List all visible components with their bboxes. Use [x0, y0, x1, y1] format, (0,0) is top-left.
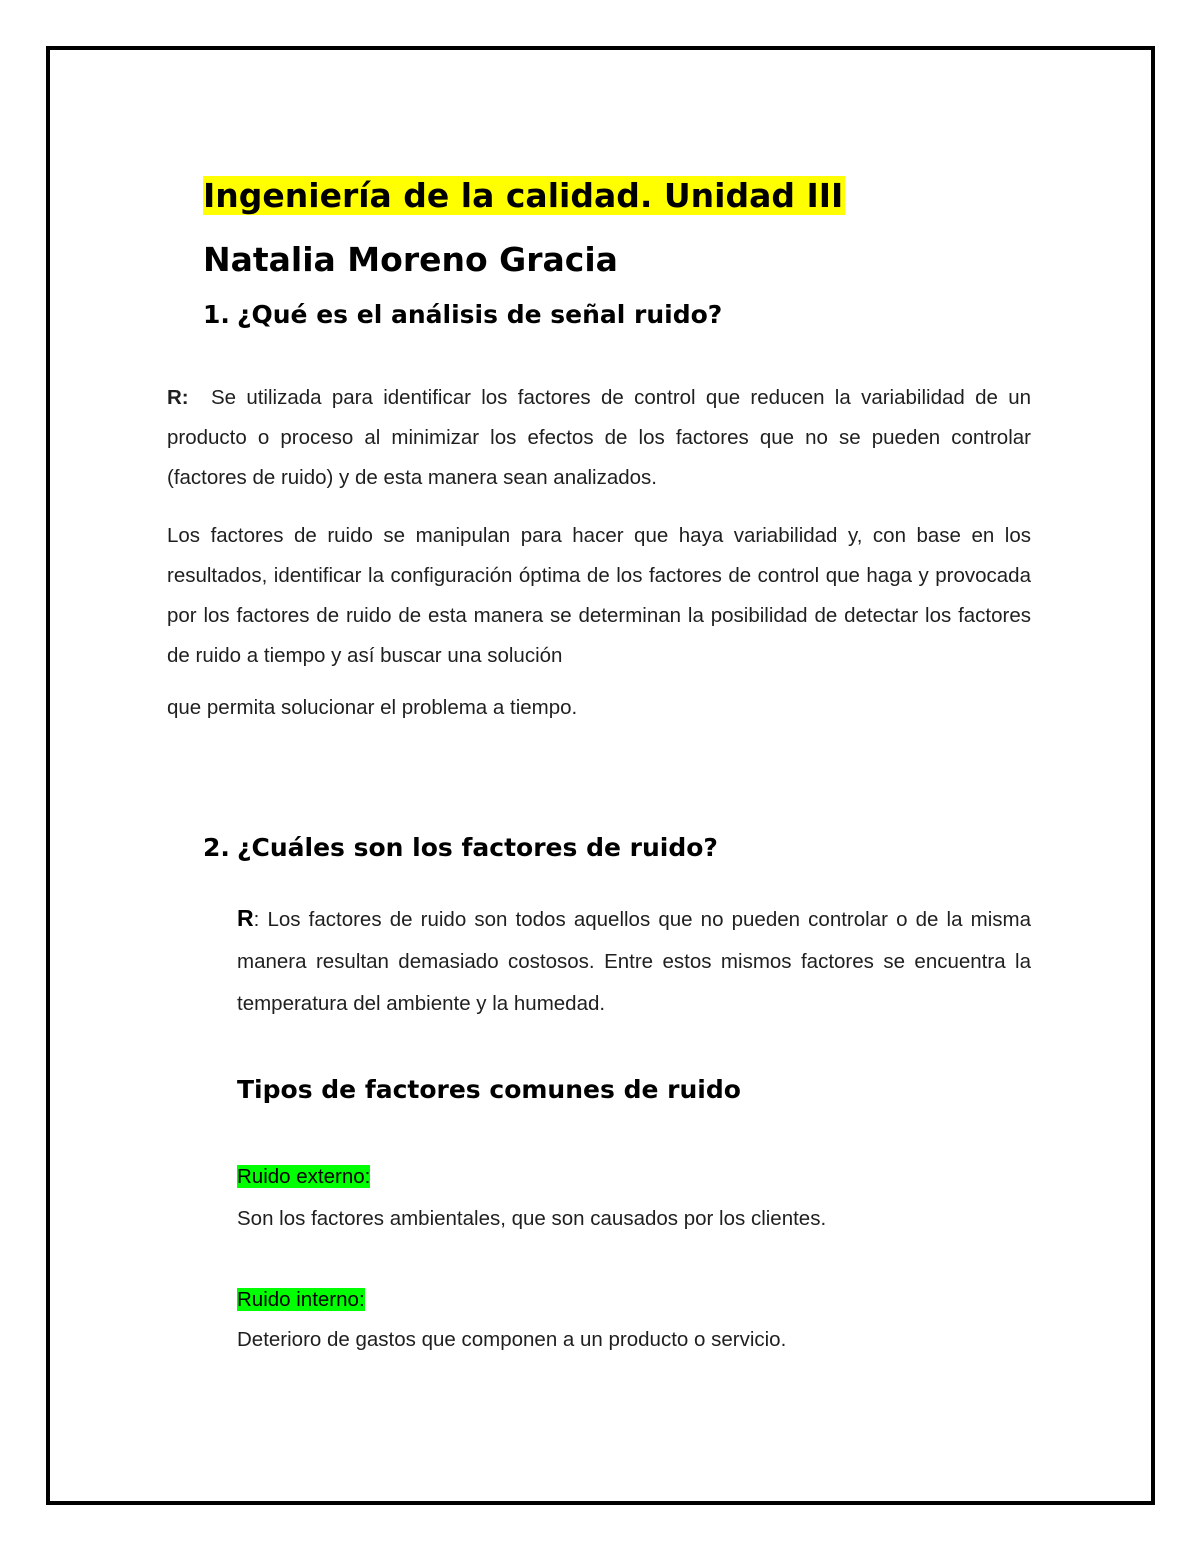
answer-1-text: Se utilizada para identificar los factores de control que reducen la variabilidad de un producto o proceso al minimizar los efectos de los factores que no se pueden controlar (factores de ruido) y de esta manera sean analizados.	[167, 386, 1031, 489]
answer-1-paragraph	[167, 378, 1031, 498]
question-2	[203, 831, 718, 865]
answer-1-paragraph-2	[167, 516, 1031, 728]
question-1-number: 1.	[203, 300, 230, 329]
answer-1-paragraph-2-text: Los factores de ruido se manipulan para hacer que haya variabilidad y, con base en los resultados, identificar la configuración óptima de los factores de control que haga y provocada por los factores de ruido de esta manera se determinan la posibilidad de detectar los factores de ruido a tiempo y así buscar una solución	[167, 524, 1031, 667]
noise-types-heading: Tipos de factores comunes de ruido	[237, 1075, 741, 1104]
document-title-text: Ingeniería de la calidad. Unidad III	[203, 176, 844, 215]
internal-noise-description: Deterioro de gastos que componen a un producto o servicio.	[237, 1328, 787, 1351]
external-noise-description: Son los factores ambientales, que son causados por los clientes.	[237, 1207, 827, 1230]
question-1	[203, 298, 722, 332]
external-noise-label	[237, 1164, 370, 1190]
question-1-text: ¿Qué es el análisis de señal ruido?	[237, 300, 723, 329]
answer-2-text: : Los factores de ruido son todos aquellos que no pueden controlar o de la misma manera resultan demasiado costosos. Entre estos mismos factores se encuentra la temperatura del ambiente y la humedad.	[237, 908, 1031, 1015]
answer-2-paragraph	[237, 897, 1031, 1025]
document-title	[203, 174, 845, 218]
question-2-number: 2.	[203, 833, 230, 862]
question-2-text: ¿Cuáles son los factores de ruido?	[237, 833, 718, 862]
author-name: Natalia Moreno Gracia	[203, 240, 618, 279]
answer-1-paragraph-2-last-line: que permita solucionar el problema a tiempo.	[167, 696, 578, 719]
answer-1-label: R:	[167, 386, 189, 409]
answer-2-label: R	[237, 905, 254, 931]
external-noise-label-text: Ruido externo:	[237, 1165, 371, 1188]
internal-noise-label-text: Ruido interno:	[237, 1288, 365, 1311]
internal-noise-label	[237, 1287, 365, 1313]
